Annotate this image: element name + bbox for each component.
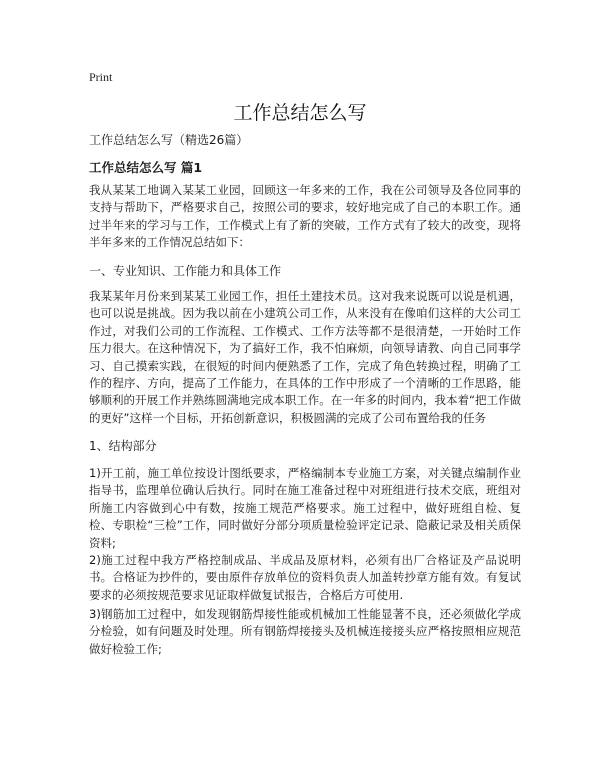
page-title: 工作总结怎么写 — [233, 102, 367, 124]
document-subtitle: 工作总结怎么写（精选26篇） — [89, 133, 249, 147]
list-item-three: 3)钢筋加工过程中，如发现钢筋焊接性能或机械加工性能显著不良，还必须做化学成分检验，如有问题及时处理。所有钢筋焊接接头及机械连接接头应严格按照相应规范做好检验工作; — [89, 607, 521, 656]
subheading-structure: 1、结构部分 — [89, 439, 157, 453]
print-label: Print — [89, 70, 113, 84]
intro-paragraph: 我从某某工地调入某某工业园，回顾这一年多来的工作，我在公司领导及各位同事的支持与帮助下，严格要求自己，按照公司的要求，较好地完成了自己的本职工作。通过半年来的学习与工作，工作模式上有了新的突破，工作方式有了较大的改变，现将半年多来的工作情况总结如下： — [89, 183, 521, 250]
section-title: 工作总结怎么写 篇1 — [89, 160, 203, 175]
list-item-two: 2)施工过程中我方严格控制成品、半成品及原材料，必须有出厂合格证及产品说明书。合格证为抄件的，要由原件存放单位的资料负责人加盖转抄章方能有效。有复试要求的必须按规范要求见证取样做复试报告，合格后方可使用. — [89, 553, 521, 602]
subheading-skills: 一、专业知识、工作能力和具体工作 — [89, 264, 282, 278]
body-paragraph-one: 我某某年月份来到某某工业园工作，担任土建技术员。这对我来说既可以说是机遇，也可以说是挑战。因为我以前在小建筑公司工作，从来没有在像咱们这样的大公司工作过，对我们公司的工作流程、工作模式、工作方法等都不是很清楚，一开始时工作压力很大。在这种情况下，为了搞好工作，我不怕麻烦，向领导请教、向自己同事学习、自己摸索实践，在很短的时间内便熟悉了工作，完成了角色转换过程，明确了工作的程序、方向，提高了工作能力，在具体的工作中形成了一个清晰的工作思路，能够顺利的开展工作并熟练圆满地完成本职工作。在一年多的时间内，我本着“把工作做的更好”这样一个目标，开拓创新意识，积极圆满的完成了公司布置给我的任务 — [89, 289, 521, 425]
list-item-one: 1)开工前，施工单位按设计图纸要求，严格编制本专业施工方案，对关键点编制作业指导书，监理单位确认后执行。同时在施工准备过程中对班组进行技术交底，班组对所施工内容做到心中有数，按施工规范严格要求。施工过程中，做好班组自检、复检、专职检“三检”工作，同时做好分部分项质量检验评定记录、隐蔽记录及相关质保资料; — [89, 466, 521, 550]
